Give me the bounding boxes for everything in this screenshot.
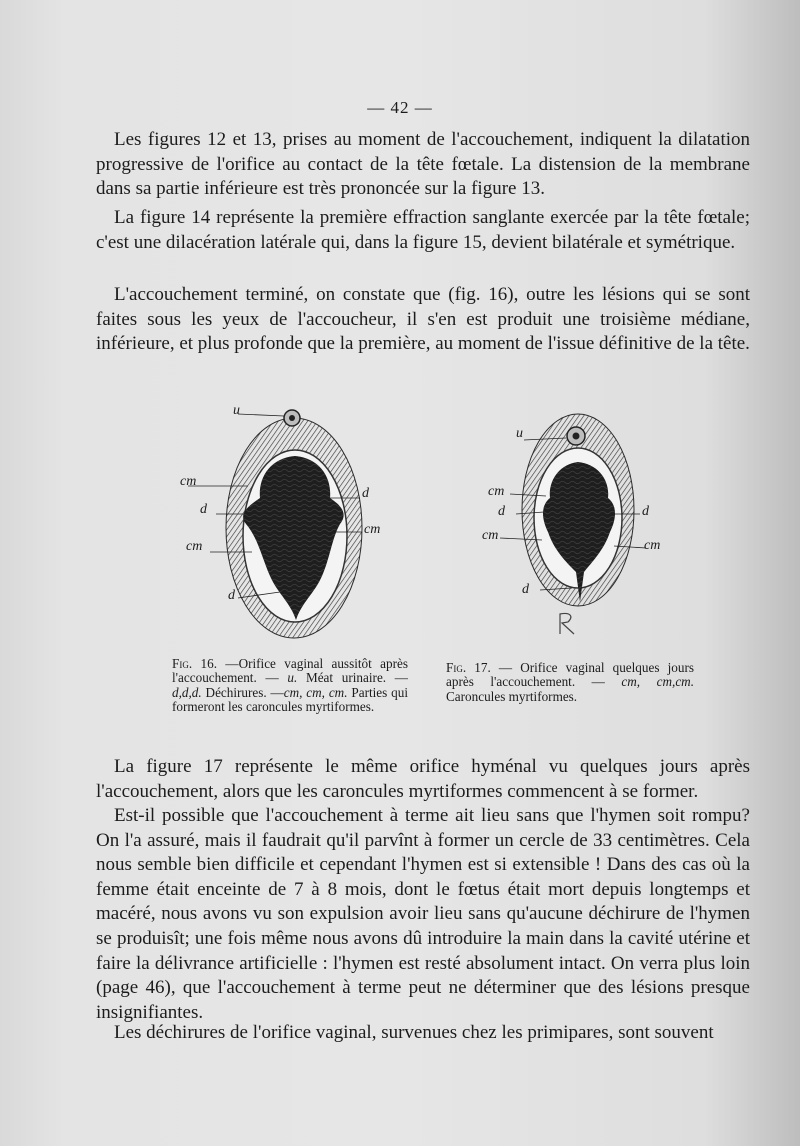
label-cm-right: cm [364, 522, 381, 537]
figure-16-illustration [172, 398, 392, 646]
figure-17-caption [446, 661, 694, 704]
caption-abbr: u. [287, 670, 298, 686]
label-cm-upper: cm [488, 484, 505, 499]
figure-17-number: Fig. 17. [446, 660, 491, 675]
caption-text: Parties qui formeront les caroncules myrtiformes. [172, 684, 408, 715]
label-d-right: d [642, 504, 649, 519]
label-d-bottom: d [522, 582, 529, 597]
paragraph-4: La figure 17 représente le même orifice hyménal vu quelques jours après l'accouchement, alors que les caroncules myrtiformes commencent à se former. [96, 756, 750, 802]
caption-text: —Orifice vaginal aussitôt après l'accouchement. — [172, 656, 408, 686]
label-u: u [516, 426, 523, 441]
label-u: u [233, 403, 240, 418]
label-cm-lower: cm [186, 539, 203, 554]
figure-16-engraving [172, 398, 392, 646]
label-d-bottom: d [228, 588, 235, 603]
caption-abbr: d,d,d. [172, 684, 202, 700]
paragraph-3: L'accouchement terminé, on constate que (fig. 16), outre les lésions qui se sont faites sous les yeux de l'accoucheur, il s'en est produit une troisième médiane, inférieure, et plus profonde que la première, au moment de l'issue définitive de la tête. [96, 284, 750, 355]
paragraph-2: La figure 14 représente la première effraction sanglante exercée par la tête fœtale; c'est une dilacération latérale qui, dans la figure 15, devient bilatérale et symétrique. [96, 207, 750, 253]
figure-16-caption [172, 657, 408, 715]
figure-17-illustration [480, 410, 670, 628]
paragraph-6: Les déchirures de l'orifice vaginal, survenues chez les primipares, sont souvent [114, 1022, 714, 1043]
caption-abbr: cm, cm,cm. [621, 674, 694, 690]
label-cm-lower: cm [482, 528, 499, 543]
caption-text: — Orifice vaginal quelques jours après l'accouchement. — [446, 660, 694, 690]
engraver-signature [556, 610, 580, 636]
caption-text: Caroncules myrtiformes. [446, 688, 578, 704]
paragraph-1: Les figures 12 et 13, prises au moment de l'accouchement, indiquent la dilatation progressive de l'orifice au contact de la tête fœtale. La distension de la membrane dans sa partie inférieure est très prononcée sur la figure 13. [96, 129, 750, 200]
caption-text: Méat urinaire. — [297, 670, 408, 686]
label-d-left: d [498, 504, 505, 519]
figure-16-number: Fig. 16. [172, 656, 217, 671]
label-d-right: d [362, 486, 369, 501]
page-number: — 42 — [367, 98, 433, 117]
paragraph-5: Est-il possible que l'accouchement à terme ait lieu sans que l'hymen soit rompu? On l'a assuré, mais il faudrait qu'il parvînt à former un cercle de 33 centimètres. Cela nous semble bien difficile et cependant l'hymen est si extensible ! Dans des cas où la femme était enceinte de 7 à 8 mois, dont le fœtus était mort depuis longtemps et macéré, nous avons vu son expulsion avoir lieu sans qu'aucune déchirure de l'hymen se produisît; une fois même nous avons dû introduire la main dans la cavité utérine et faire la délivrance artificielle : l'hymen est resté absolument intact. On verra plus loin (page 46), que l'accouchement à terme peut ne déterminer que des lésions presque insignifiantes. [96, 805, 750, 1023]
label-d-left: d [200, 502, 207, 517]
label-cm-upper: cm [180, 474, 197, 489]
caption-text: Déchirures. — [201, 684, 284, 700]
caption-abbr: cm, cm, cm. [283, 684, 348, 700]
label-cm-right: cm [644, 538, 661, 553]
